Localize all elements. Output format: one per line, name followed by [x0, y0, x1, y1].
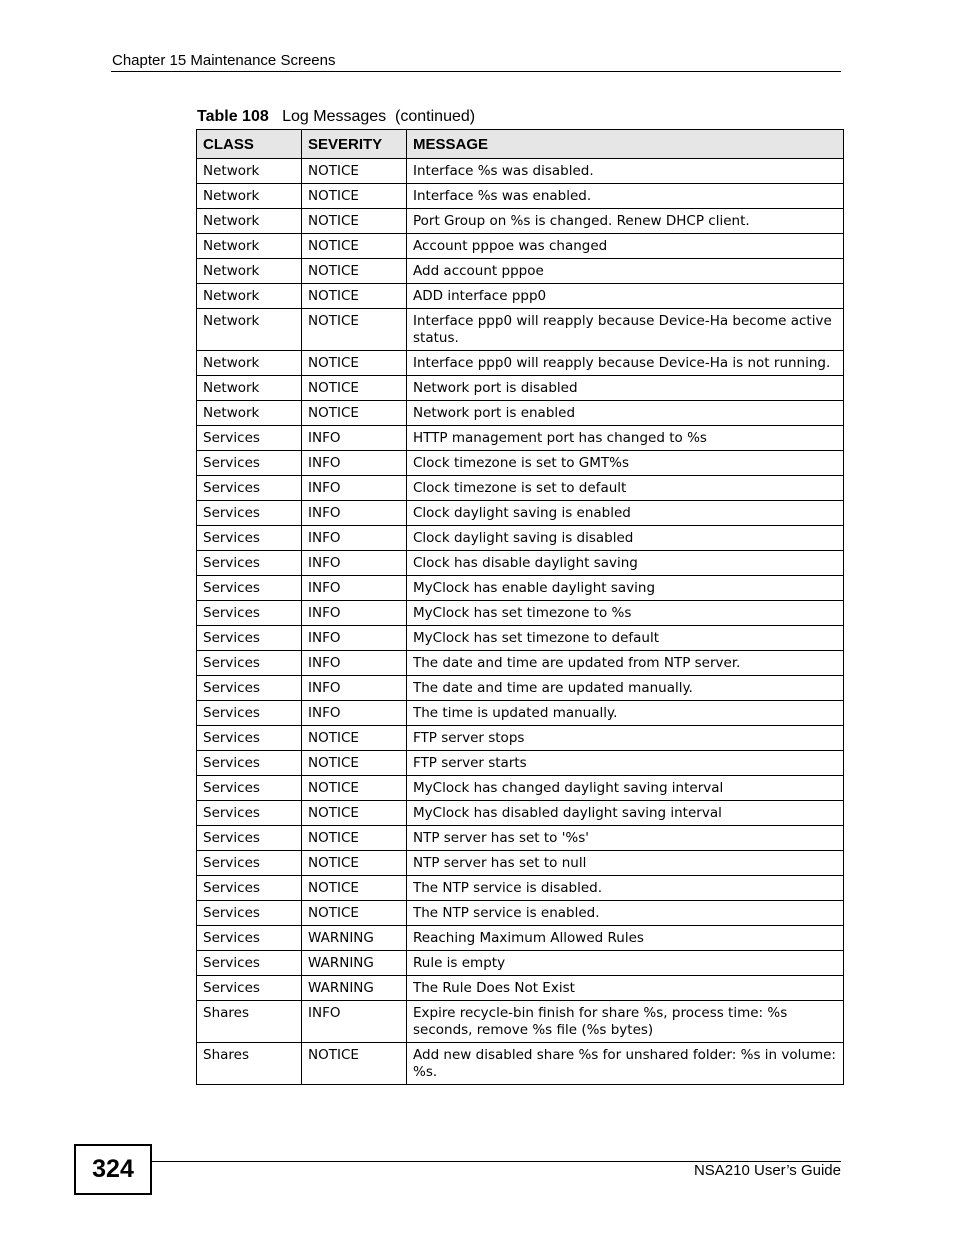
cell-message: The Rule Does Not Exist — [407, 976, 844, 1001]
cell-message: The NTP service is disabled. — [407, 876, 844, 901]
cell-severity: WARNING — [302, 976, 407, 1001]
table-row — [197, 1001, 844, 1043]
cell-class: Network — [197, 159, 302, 184]
cell-message: NTP server has set to '%s' — [407, 826, 844, 851]
cell-severity: INFO — [302, 676, 407, 701]
cell-message: MyClock has set timezone to default — [407, 626, 844, 651]
cell-message: The date and time are updated manually. — [407, 676, 844, 701]
cell-severity: INFO — [302, 701, 407, 726]
cell-severity: NOTICE — [302, 309, 407, 351]
cell-class: Services — [197, 451, 302, 476]
cell-class: Services — [197, 501, 302, 526]
cell-severity: NOTICE — [302, 351, 407, 376]
cell-severity: NOTICE — [302, 159, 407, 184]
table-row — [197, 676, 844, 701]
cell-class: Network — [197, 376, 302, 401]
chapter-header: Chapter 15 Maintenance Screens — [112, 52, 336, 69]
cell-class: Services — [197, 426, 302, 451]
cell-class: Services — [197, 526, 302, 551]
table-row — [197, 184, 844, 209]
cell-severity: NOTICE — [302, 726, 407, 751]
cell-message: The date and time are updated from NTP server. — [407, 651, 844, 676]
cell-message: Interface ppp0 will reapply because Device-Ha become active status. — [407, 309, 844, 351]
cell-class: Services — [197, 651, 302, 676]
cell-severity: NOTICE — [302, 234, 407, 259]
cell-class: Services — [197, 626, 302, 651]
table-row — [197, 551, 844, 576]
cell-message: HTTP management port has changed to %s — [407, 426, 844, 451]
cell-severity: NOTICE — [302, 184, 407, 209]
table-row — [197, 826, 844, 851]
cell-message: MyClock has set timezone to %s — [407, 601, 844, 626]
cell-severity: NOTICE — [302, 259, 407, 284]
cell-message: The NTP service is enabled. — [407, 901, 844, 926]
table-row — [197, 801, 844, 826]
guide-title: NSA210 User’s Guide — [693, 1162, 841, 1179]
table-row — [197, 309, 844, 351]
cell-severity: NOTICE — [302, 876, 407, 901]
log-messages-table — [196, 129, 844, 1085]
table-title: Log Messages (continued) — [282, 108, 476, 125]
cell-class: Shares — [197, 1043, 302, 1085]
cell-message: Clock timezone is set to default — [407, 476, 844, 501]
table-row — [197, 951, 844, 976]
cell-severity: NOTICE — [302, 284, 407, 309]
page-number: 324 — [74, 1144, 152, 1195]
cell-severity: INFO — [302, 451, 407, 476]
cell-message: MyClock has disabled daylight saving interval — [407, 801, 844, 826]
cell-severity: NOTICE — [302, 776, 407, 801]
table-row — [197, 626, 844, 651]
table-row — [197, 259, 844, 284]
cell-class: Services — [197, 976, 302, 1001]
table-row — [197, 376, 844, 401]
cell-message: Reaching Maximum Allowed Rules — [407, 926, 844, 951]
table-row — [197, 351, 844, 376]
cell-severity: NOTICE — [302, 401, 407, 426]
cell-message: ADD interface ppp0 — [407, 284, 844, 309]
cell-message: FTP server starts — [407, 751, 844, 776]
cell-message: Port Group on %s is changed. Renew DHCP client. — [407, 209, 844, 234]
cell-severity: NOTICE — [302, 901, 407, 926]
table-row — [197, 476, 844, 501]
cell-class: Network — [197, 351, 302, 376]
table-row — [197, 651, 844, 676]
cell-severity: INFO — [302, 576, 407, 601]
table-header-row — [197, 130, 844, 159]
cell-class: Services — [197, 901, 302, 926]
cell-class: Services — [197, 676, 302, 701]
cell-severity: NOTICE — [302, 801, 407, 826]
cell-class: Network — [197, 234, 302, 259]
table-row — [197, 1043, 844, 1085]
table-row — [197, 851, 844, 876]
cell-message: Add account pppoe — [407, 259, 844, 284]
cell-message: Interface ppp0 will reapply because Device-Ha is not running. — [407, 351, 844, 376]
cell-message: Clock timezone is set to GMT%s — [407, 451, 844, 476]
cell-message: Interface %s was disabled. — [407, 159, 844, 184]
cell-class: Services — [197, 926, 302, 951]
cell-class: Network — [197, 401, 302, 426]
cell-class: Services — [197, 601, 302, 626]
cell-message: Clock has disable daylight saving — [407, 551, 844, 576]
cell-severity: INFO — [302, 476, 407, 501]
cell-severity: INFO — [302, 1001, 407, 1043]
cell-severity: INFO — [302, 626, 407, 651]
cell-class: Services — [197, 776, 302, 801]
table-row — [197, 701, 844, 726]
table-row — [197, 209, 844, 234]
table-row — [197, 526, 844, 551]
cell-message: The time is updated manually. — [407, 701, 844, 726]
cell-severity: INFO — [302, 601, 407, 626]
cell-severity: NOTICE — [302, 751, 407, 776]
cell-message: Clock daylight saving is enabled — [407, 501, 844, 526]
cell-class: Shares — [197, 1001, 302, 1043]
cell-message: Account pppoe was changed — [407, 234, 844, 259]
table-body — [197, 159, 844, 1085]
cell-message: FTP server stops — [407, 726, 844, 751]
cell-class: Services — [197, 701, 302, 726]
cell-class: Services — [197, 951, 302, 976]
table-row — [197, 576, 844, 601]
header-divider — [111, 71, 841, 72]
cell-message: Expire recycle-bin finish for share %s, process time: %s seconds, remove %s file (%s bytes) — [407, 1001, 844, 1043]
cell-message: Clock daylight saving is disabled — [407, 526, 844, 551]
cell-severity: INFO — [302, 526, 407, 551]
cell-class: Services — [197, 726, 302, 751]
table-row — [197, 501, 844, 526]
column-header-class: CLASS — [197, 130, 302, 159]
cell-severity: INFO — [302, 651, 407, 676]
cell-message: Network port is enabled — [407, 401, 844, 426]
cell-class: Services — [197, 801, 302, 826]
cell-class: Services — [197, 826, 302, 851]
column-header-message: MESSAGE — [407, 130, 844, 159]
table-number: Table 108 — [197, 108, 269, 125]
table-caption — [197, 108, 475, 126]
cell-class: Services — [197, 876, 302, 901]
cell-class: Services — [197, 551, 302, 576]
table-row — [197, 159, 844, 184]
table-row — [197, 284, 844, 309]
table-row — [197, 401, 844, 426]
cell-class: Services — [197, 476, 302, 501]
cell-severity: INFO — [302, 551, 407, 576]
cell-severity: INFO — [302, 501, 407, 526]
cell-message: Add new disabled share %s for unshared folder: %s in volume: %s. — [407, 1043, 844, 1085]
cell-class: Network — [197, 184, 302, 209]
cell-class: Network — [197, 309, 302, 351]
cell-message: Interface %s was enabled. — [407, 184, 844, 209]
cell-severity: NOTICE — [302, 826, 407, 851]
cell-severity: NOTICE — [302, 209, 407, 234]
cell-message: Rule is empty — [407, 951, 844, 976]
cell-severity: WARNING — [302, 926, 407, 951]
table-row — [197, 426, 844, 451]
cell-class: Services — [197, 576, 302, 601]
cell-class: Services — [197, 851, 302, 876]
table-row — [197, 601, 844, 626]
table-row — [197, 234, 844, 259]
table-row — [197, 976, 844, 1001]
table-row — [197, 726, 844, 751]
cell-message: NTP server has set to null — [407, 851, 844, 876]
cell-severity: NOTICE — [302, 376, 407, 401]
table-row — [197, 901, 844, 926]
cell-class: Network — [197, 209, 302, 234]
cell-message: MyClock has enable daylight saving — [407, 576, 844, 601]
cell-class: Network — [197, 284, 302, 309]
table-row — [197, 751, 844, 776]
cell-severity: NOTICE — [302, 1043, 407, 1085]
cell-class: Network — [197, 259, 302, 284]
table-row — [197, 876, 844, 901]
table-row — [197, 776, 844, 801]
table-row — [197, 926, 844, 951]
cell-severity: WARNING — [302, 951, 407, 976]
cell-severity: NOTICE — [302, 851, 407, 876]
cell-class: Services — [197, 751, 302, 776]
column-header-severity: SEVERITY — [302, 130, 407, 159]
cell-message: MyClock has changed daylight saving interval — [407, 776, 844, 801]
cell-severity: INFO — [302, 426, 407, 451]
cell-message: Network port is disabled — [407, 376, 844, 401]
table-row — [197, 451, 844, 476]
